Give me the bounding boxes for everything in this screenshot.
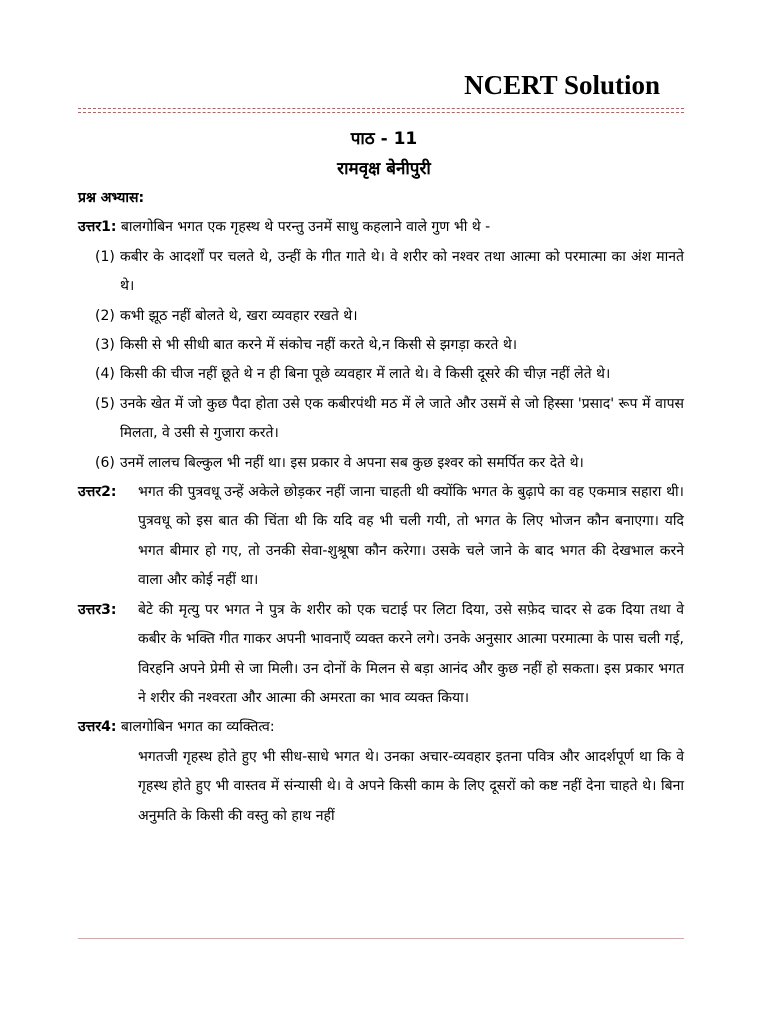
list-item-text: उनमें लालच बिल्कुल भी नहीं था। इस प्रकार वे अपना सब कुछ इश्वर को समर्पित कर देते थे। <box>120 454 584 471</box>
list-item-number: (4) <box>95 366 115 383</box>
list-item-number: (3) <box>95 337 115 354</box>
answer-3-label: उत्तर3: <box>78 601 117 618</box>
list-item-number: (2) <box>95 307 115 324</box>
document-body <box>78 184 684 831</box>
answer-4-label: उत्तर4: <box>78 719 117 736</box>
list-item-text: कभी झूठ नहीं बोलते थे, खरा व्यवहार रखते थे। <box>120 307 358 324</box>
list-item-number: (6) <box>95 454 115 471</box>
footer-divider <box>78 938 684 939</box>
answer-2 <box>78 478 684 596</box>
list-item-text: उनके खेत में जो कुछ पैदा होता उसे एक कबीरपंथी मठ में ले जाते और उसमें से जो हिस्सा 'प्रसाद' रूप में वापस मिलता, वे उसी से गुजारा करते। <box>120 395 684 442</box>
list-item-text: किसी की चीज नहीं छूते थे न ही बिना पूछे व्यवहार में लाते थे। वे किसी दूसरे की चीज़ नहीं लेते थे। <box>120 366 611 383</box>
lesson-heading <box>0 124 768 184</box>
answer-4-text: भगतजी गृहस्थ होते हुए भी सीध-साधे भगत थे। उनका अचार-व्यवहार इतना पवित्र और आदर्शपूर्ण था कि वे गृहस्थ होते हुए भी वास्तव में संन्यासी थे। वे अपने किसी काम के लिए दूसरों को कष्ट नहीं देना चाहते थे। बिना अनुमति के किसी की वस्तु को हाथ नहीं <box>138 748 684 824</box>
answer-1-label: उत्तर1: <box>78 219 117 236</box>
answer-2-label: उत्तर2: <box>78 484 117 501</box>
answer-4 <box>78 713 684 742</box>
list-item-number: (1) <box>95 248 115 265</box>
answer-1-intro: बालगोबिन भगत एक गृहस्थ थे परन्तु उनमें साधु कहलाने वाले गुण भी थे - <box>120 219 491 236</box>
lesson-number: पाठ - 11 <box>350 129 418 149</box>
list-item <box>78 243 684 302</box>
lesson-author: रामवृक्ष बेनीपुरी <box>337 159 431 179</box>
answer-3-text: बेटे की मृत्यु पर भगत ने पुत्र के शरीर को एक चटाई पर लिटा दिया, उसे सफ़ेद चादर से ढक दिया तथा वे कबीर के भक्ति गीत गाकर अपनी भावनाएँ व्यक्त करने लगे। उनके अनुसार आत्मा परमात्मा के पास चली गई, विरहनि अपने प्रेमी से जा मिली। उन दोनों के मिलन से बड़ा आनंद और कुछ नहीं हो सकता। इस प्रकार भगत ने शरीर की नश्वरता और आत्मा की अमरता का भाव व्यक्त किया। <box>138 601 684 706</box>
list-item <box>78 302 684 331</box>
list-item <box>78 360 684 389</box>
answer-1 <box>78 213 684 242</box>
section-heading: प्रश्न अभ्यास: <box>78 190 145 206</box>
header-title: NCERT Solution <box>464 70 660 100</box>
header-divider <box>78 108 684 113</box>
list-item <box>78 331 684 360</box>
list-item-text: किसी से भी सीधी बात करने में संकोच नहीं करते थे,न किसी से झगड़ा करते थे। <box>120 337 518 354</box>
answer-3 <box>78 596 684 714</box>
answer-2-text: भगत की पुत्रवधू उन्हें अकेले छोड़कर नहीं जाना चाहती थी क्योंकि भगत के बुढ़ापे का वह एकमात्र सहारा थी। पुत्रवधू को इस बात की चिंता थी कि यदि वह भी चली गयी, तो भगत के लिए भोजन कौन बनाएगा। यदि भगत बीमार हो गए, तो उनकी सेवा-शुश्रूषा कौन करेगा। उसके चले जाने के बाद भगत की देखभाल करने वाला और कोई नहीं था। <box>138 484 684 589</box>
list-item <box>78 449 684 478</box>
answer-4-intro: बालगोबिन भगत का व्यक्तित्व: <box>120 719 275 736</box>
list-item <box>78 390 684 449</box>
list-item-text: कबीर के आदर्शों पर चलते थे, उन्हीं के गीत गाते थे। वे शरीर को नश्वर तथा आत्मा को परमात्मा का अंश मानते थे। <box>120 248 684 295</box>
list-item-number: (5) <box>95 395 115 412</box>
answer-1-list <box>78 243 684 478</box>
